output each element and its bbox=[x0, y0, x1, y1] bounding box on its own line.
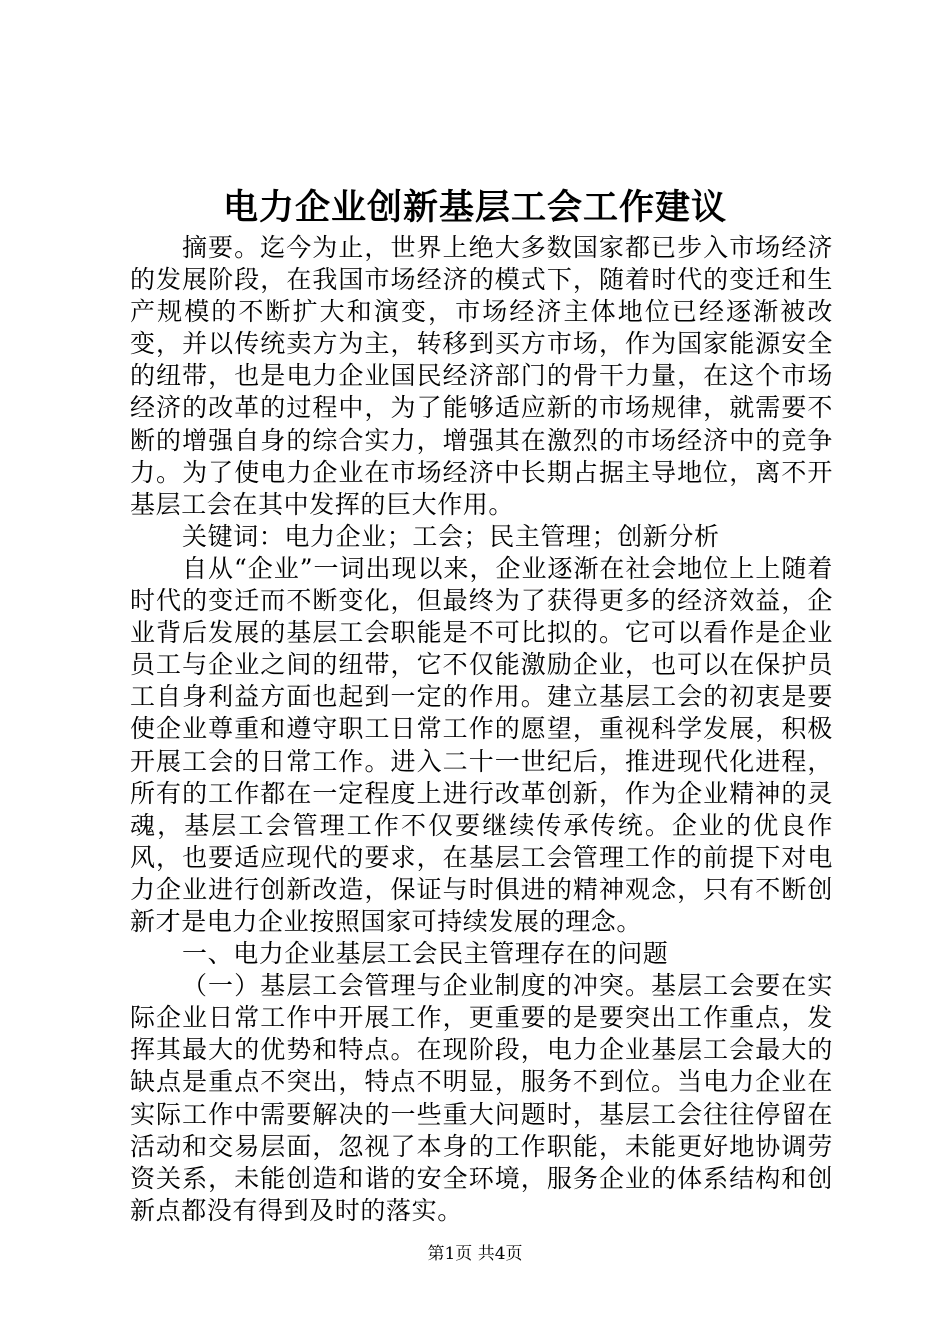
abstract-paragraph: 摘要。迄今为止，世界上绝大多数国家都已步入市场经济的发展阶段，在我国市场经济的模式下，随着时代的变迁和生产规模的不断扩大和演变，市场经济主体地位已经逐渐被改变，并以传统卖方为主，转移到买方市场，作为国家能源安全的纽带，也是电力企业国民经济部门的骨干力量，在这个市场经济的改革的过程中，为了能够适应新的市场规律，就需要不断的增强自身的综合实力，增强其在激烈的市场经济中的竞争力。为了使电力企业在市场经济中长期占据主导地位，离不开基层工会在其中发挥的巨大作用。 bbox=[130, 233, 833, 519]
intro-paragraph: 自从“企业”一词出现以来，企业逐渐在社会地位上上随着时代的变迁而不断变化，但最终为了获得更多的经济效益，企业背后发展的基层工会职能是不可比拟的。它可以看作是企业员工与企业之间的纽带，它不仅能激励企业，也可以在保护员工自身利益方面也起到一定的作用。建立基层工会的初衷是要使企业尊重和遵守职工日常工作的愿望，重视科学发展，积极开展工会的日常工作。进入二十一世纪后，推进现代化进程，所有的工作都在一定程度上进行改革创新，作为企业精神的灵魂，基层工会管理工作不仅要继续传承传统。企业的优良作风，也要适应现代的要求，在基层工会管理工作的前提下对电力企业进行创新改造，保证与时俱进的精神观念，只有不断创新才是电力企业按照国家可持续发展的理念。 bbox=[130, 553, 833, 936]
subsection-paragraph: （一）基层工会管理与企业制度的冲突。基层工会要在实际企业日常工作中开展工作，更重要的是要突出工作重点，发挥其最大的优势和特点。在现阶段，电力企业基层工会最大的缺点是重点不突出，特点不明显，服务不到位。当电力企业在实际工作中需要解决的一些重大问题时，基层工会往往停留在活动和交易层面，忽视了本身的工作职能，未能更好地协调劳资关系，未能创造和谐的安全环境，服务企业的体系结构和创新点都没有得到及时的落实。 bbox=[130, 971, 833, 1225]
section-heading: 一、电力企业基层工会民主管理存在的问题 bbox=[182, 939, 669, 969]
page-number-footer: 第1页 共4页 bbox=[427, 1244, 523, 1264]
document-body bbox=[130, 232, 833, 1227]
keywords-paragraph: 关键词：电力企业；工会；民主管理；创新分析 bbox=[182, 521, 720, 551]
document-title: 电力企业创新基层工会工作建议 bbox=[222, 188, 727, 228]
